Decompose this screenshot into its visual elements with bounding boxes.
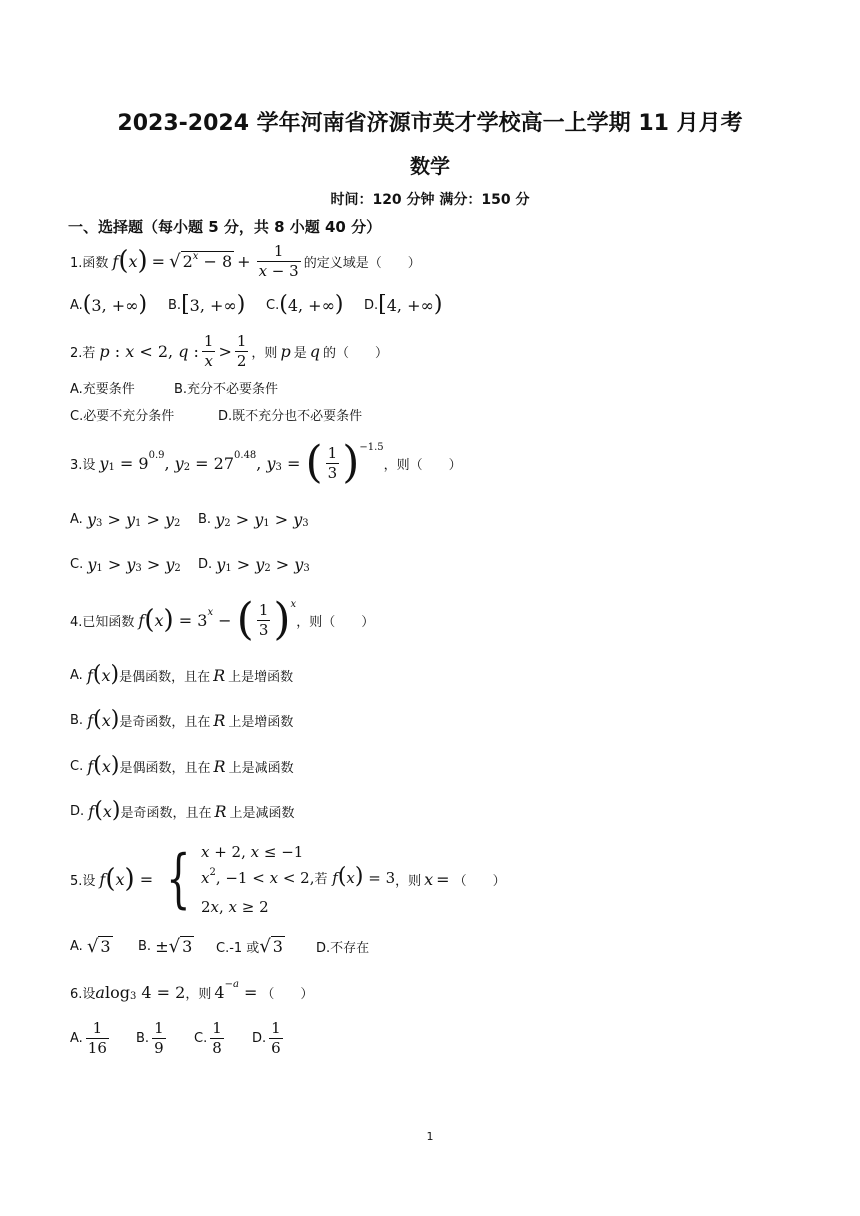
q6-option-c: C. $\frac{1}{8}$ xyxy=(194,1018,222,1057)
q2-option-b: B.充分不必要条件 xyxy=(174,381,279,397)
q1-option-d: D. [ 4, +∞ ) xyxy=(364,292,443,317)
q1-label: 1.函数 xyxy=(70,255,109,271)
q1-option-a: A. ( 3, +∞ ) xyxy=(70,292,148,317)
q5-option-a: A. √ 3 xyxy=(70,935,111,957)
q2-option-d: D.既不充分也不必要条件 xyxy=(218,408,363,424)
question-4: 4.已知函数 f ( x ) = 3 x − ( $\frac{1}{3}$ ) x ，则（ ） xyxy=(70,594,375,645)
q4-option-a: A. f ( x ) 是偶函数，且在 R 上是增函数 xyxy=(70,662,294,687)
question-1: 1.函数 f ( x ) = √ $2^x - 8$ + $\frac{1}{x - 3}$ 的定义域是（ ） xyxy=(70,241,421,280)
q5-options xyxy=(70,933,369,959)
q5-tail-1: ，则 xyxy=(395,873,422,889)
q2-is: 是 xyxy=(293,345,307,361)
q3-option-c: C. y 1 > y 3 > y 2 xyxy=(70,554,181,574)
q6-option-a: A. $\frac{1}{16}$ xyxy=(70,1018,107,1057)
q3-label: 3.设 xyxy=(70,457,96,473)
q1-option-c: C. ( 4, +∞ ) xyxy=(266,292,344,317)
q6-tail-1: ，则 xyxy=(185,986,212,1002)
section-title: 一、选择题（每小题 5 分，共 8 小题 40 分） xyxy=(68,218,382,236)
q5-tail-2: （ ） xyxy=(453,873,506,889)
q3-option-a: A. y 3 > y 1 > y 2 xyxy=(70,509,181,529)
piecewise-cases: x + 2, x ≤ −1 $x^2$, −1 < x < 2,若 f(x) = 3 2x, x ≥ 2 xyxy=(200,842,396,916)
q2-option-a: A.充要条件 xyxy=(70,381,135,397)
q2-options-row1 xyxy=(70,377,278,397)
q6-label: 6.设 xyxy=(70,986,96,1002)
q3-option-b: B. y 2 > y 1 > y 3 xyxy=(198,509,309,529)
q5-if: 若 xyxy=(314,871,328,887)
q6-tail-2: （ ） xyxy=(261,986,314,1002)
q5-label: 5.设 xyxy=(70,873,96,889)
q6-options xyxy=(70,1016,286,1060)
q2-option-c: C.必要不充分条件 xyxy=(70,408,175,424)
question-6: 6.设 a log 3 4 = 2 ，则 4 −a = （ ） xyxy=(70,978,314,1002)
exam-title: 2023-2024 学年河南省济源市英才学校高一上学期 11 月月考 xyxy=(117,111,743,136)
q1-option-b: B. [ 3, +∞ ) xyxy=(168,292,246,317)
subject-title: 数学 xyxy=(410,154,450,178)
q4-option-b: B. f ( x ) 是奇函数，且在 R 上是增函数 xyxy=(70,707,294,732)
question-3: 3.设 y 1 = 9 0.9 , y 2 = 27 0.48 , y 3 = ( $\frac{1}{3}$ ) −1.5 ，则（ ） xyxy=(70,437,462,488)
q1-options xyxy=(70,292,442,318)
q6-option-d: D. $\frac{1}{6}$ xyxy=(252,1018,281,1057)
q2-mid: ，则 xyxy=(251,345,278,361)
q2-options-row2 xyxy=(70,404,362,424)
q3-tail: ，则（ ） xyxy=(383,457,462,473)
q2-tail: 的（ ） xyxy=(322,345,388,361)
q4-option-c: C. f ( x ) 是偶函数，且在 R 上是减函数 xyxy=(70,753,294,778)
q4-label: 4.已知函数 xyxy=(70,614,135,630)
q2-label: 2.若 xyxy=(70,345,96,361)
page-number: 1 xyxy=(426,1130,434,1143)
q3-options-row2 xyxy=(70,553,310,575)
sqrt-expression: √ $2^x - 8$ xyxy=(169,250,233,272)
q6-option-b: B. $\frac{1}{9}$ xyxy=(136,1018,164,1057)
q5-option-c: C.-1 或 √ 3 xyxy=(216,935,283,957)
q4-option-d: D. f ( x ) 是奇函数，且在 R 上是减函数 xyxy=(70,798,295,823)
exam-info: 时间：120 分钟 满分：150 分 xyxy=(330,192,530,208)
q1-tail: 的定义域是（ ） xyxy=(303,255,421,271)
q3-options-row1 xyxy=(70,508,309,530)
q3-option-d: D. y 1 > y 2 > y 3 xyxy=(198,554,310,574)
question-5: 5.设 f ( x ) = { x + 2, x ≤ −1 $x^2$, −1 < x < 2,若 f(x) = 3 2x, x ≥ 2 ，则 x = （ ） xyxy=(70,839,506,919)
question-2: 2.若 p : x < 2, q : $\frac{1}{x}$ > $\frac{1}{2}$ ，则 p 是 q 的（ ） xyxy=(70,331,388,370)
q5-option-b: B. ± √ 3 xyxy=(138,935,193,957)
q5-option-d: D.不存在 xyxy=(316,940,370,956)
q4-tail: ，则（ ） xyxy=(296,614,375,630)
